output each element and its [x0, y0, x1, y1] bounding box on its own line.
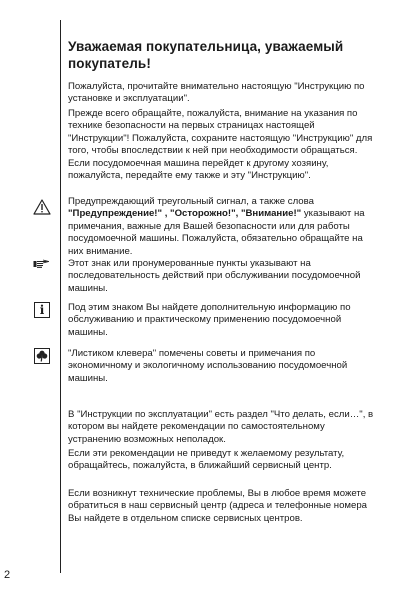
page-number: 2 — [4, 569, 11, 581]
page-title: Уважаемая покупательница, уважаемый покупатель! — [68, 39, 344, 71]
pointing-hand-icon — [33, 259, 49, 269]
clover-leaf-icon — [34, 348, 50, 364]
safety-paragraph: Прежде всего обращайте, пожалуйста, внимание на указания по технике безопасности на первых страницах настоящей "Инструкции"! Пожалуйста, сохраните настоящую "Инструкцию" для того, чтобы впоследствии к ней при необходимости обращаться. Если посудомоечная машина перейдет к другому хозяину, пожалуйста, передайте ему также и эту "Инструкцию". — [68, 108, 373, 182]
service-paragraph: Если эти рекомендации не приведут к желаемому результату, обращайтесь, пожалуйста, в ближайший сервисный центр. — [68, 448, 345, 472]
warning-triangle-icon — [33, 199, 51, 215]
warning-tail: указывают на примечания, важные для Вашей безопасности или для работы посудомоечной машины. Пожалуйста, обязательно обращайте на них внимание. — [68, 208, 365, 257]
intro-paragraph: Пожалуйста, прочитайте внимательно настоящую "Инструкцию по установке и эксплуатации". — [68, 81, 365, 105]
steps-paragraph: Этот знак или пронумерованные пункты указывают на последовательность действий при обслуживании посудомоечной машины. — [68, 258, 361, 294]
clover-paragraph: "Листиком клевера" помечены советы и примечания по экономичному и экологичному использованию посудомоечной машины. — [68, 348, 348, 384]
troubleshooting-paragraph: В "Инструкции по эксплуатации" есть раздел "Что делать, если…", в котором вы найдете рекомендации по самостоятельному устранению возможных неполадок. — [68, 409, 374, 445]
contacts-paragraph: Если возникнут технические проблемы, Вы в любое время можете обратиться в наш сервисный центр (адреса и телефонные номера Вы найдете в отдельном списке сервисных центров. — [68, 488, 368, 524]
info-paragraph: Под этим знаком Вы найдете дополнительную информацию по обслуживанию и практическому применению посудомоечной машины. — [68, 302, 351, 338]
warning-paragraph — [68, 196, 378, 258]
info-icon: i — [34, 302, 50, 318]
warning-lead: Предупреждающий треугольный сигнал, а также слова — [68, 196, 314, 207]
warning-words: "Предупреждение!" , "Осторожно!", "Внимание!" — [68, 208, 302, 220]
margin-rule — [60, 20, 61, 573]
